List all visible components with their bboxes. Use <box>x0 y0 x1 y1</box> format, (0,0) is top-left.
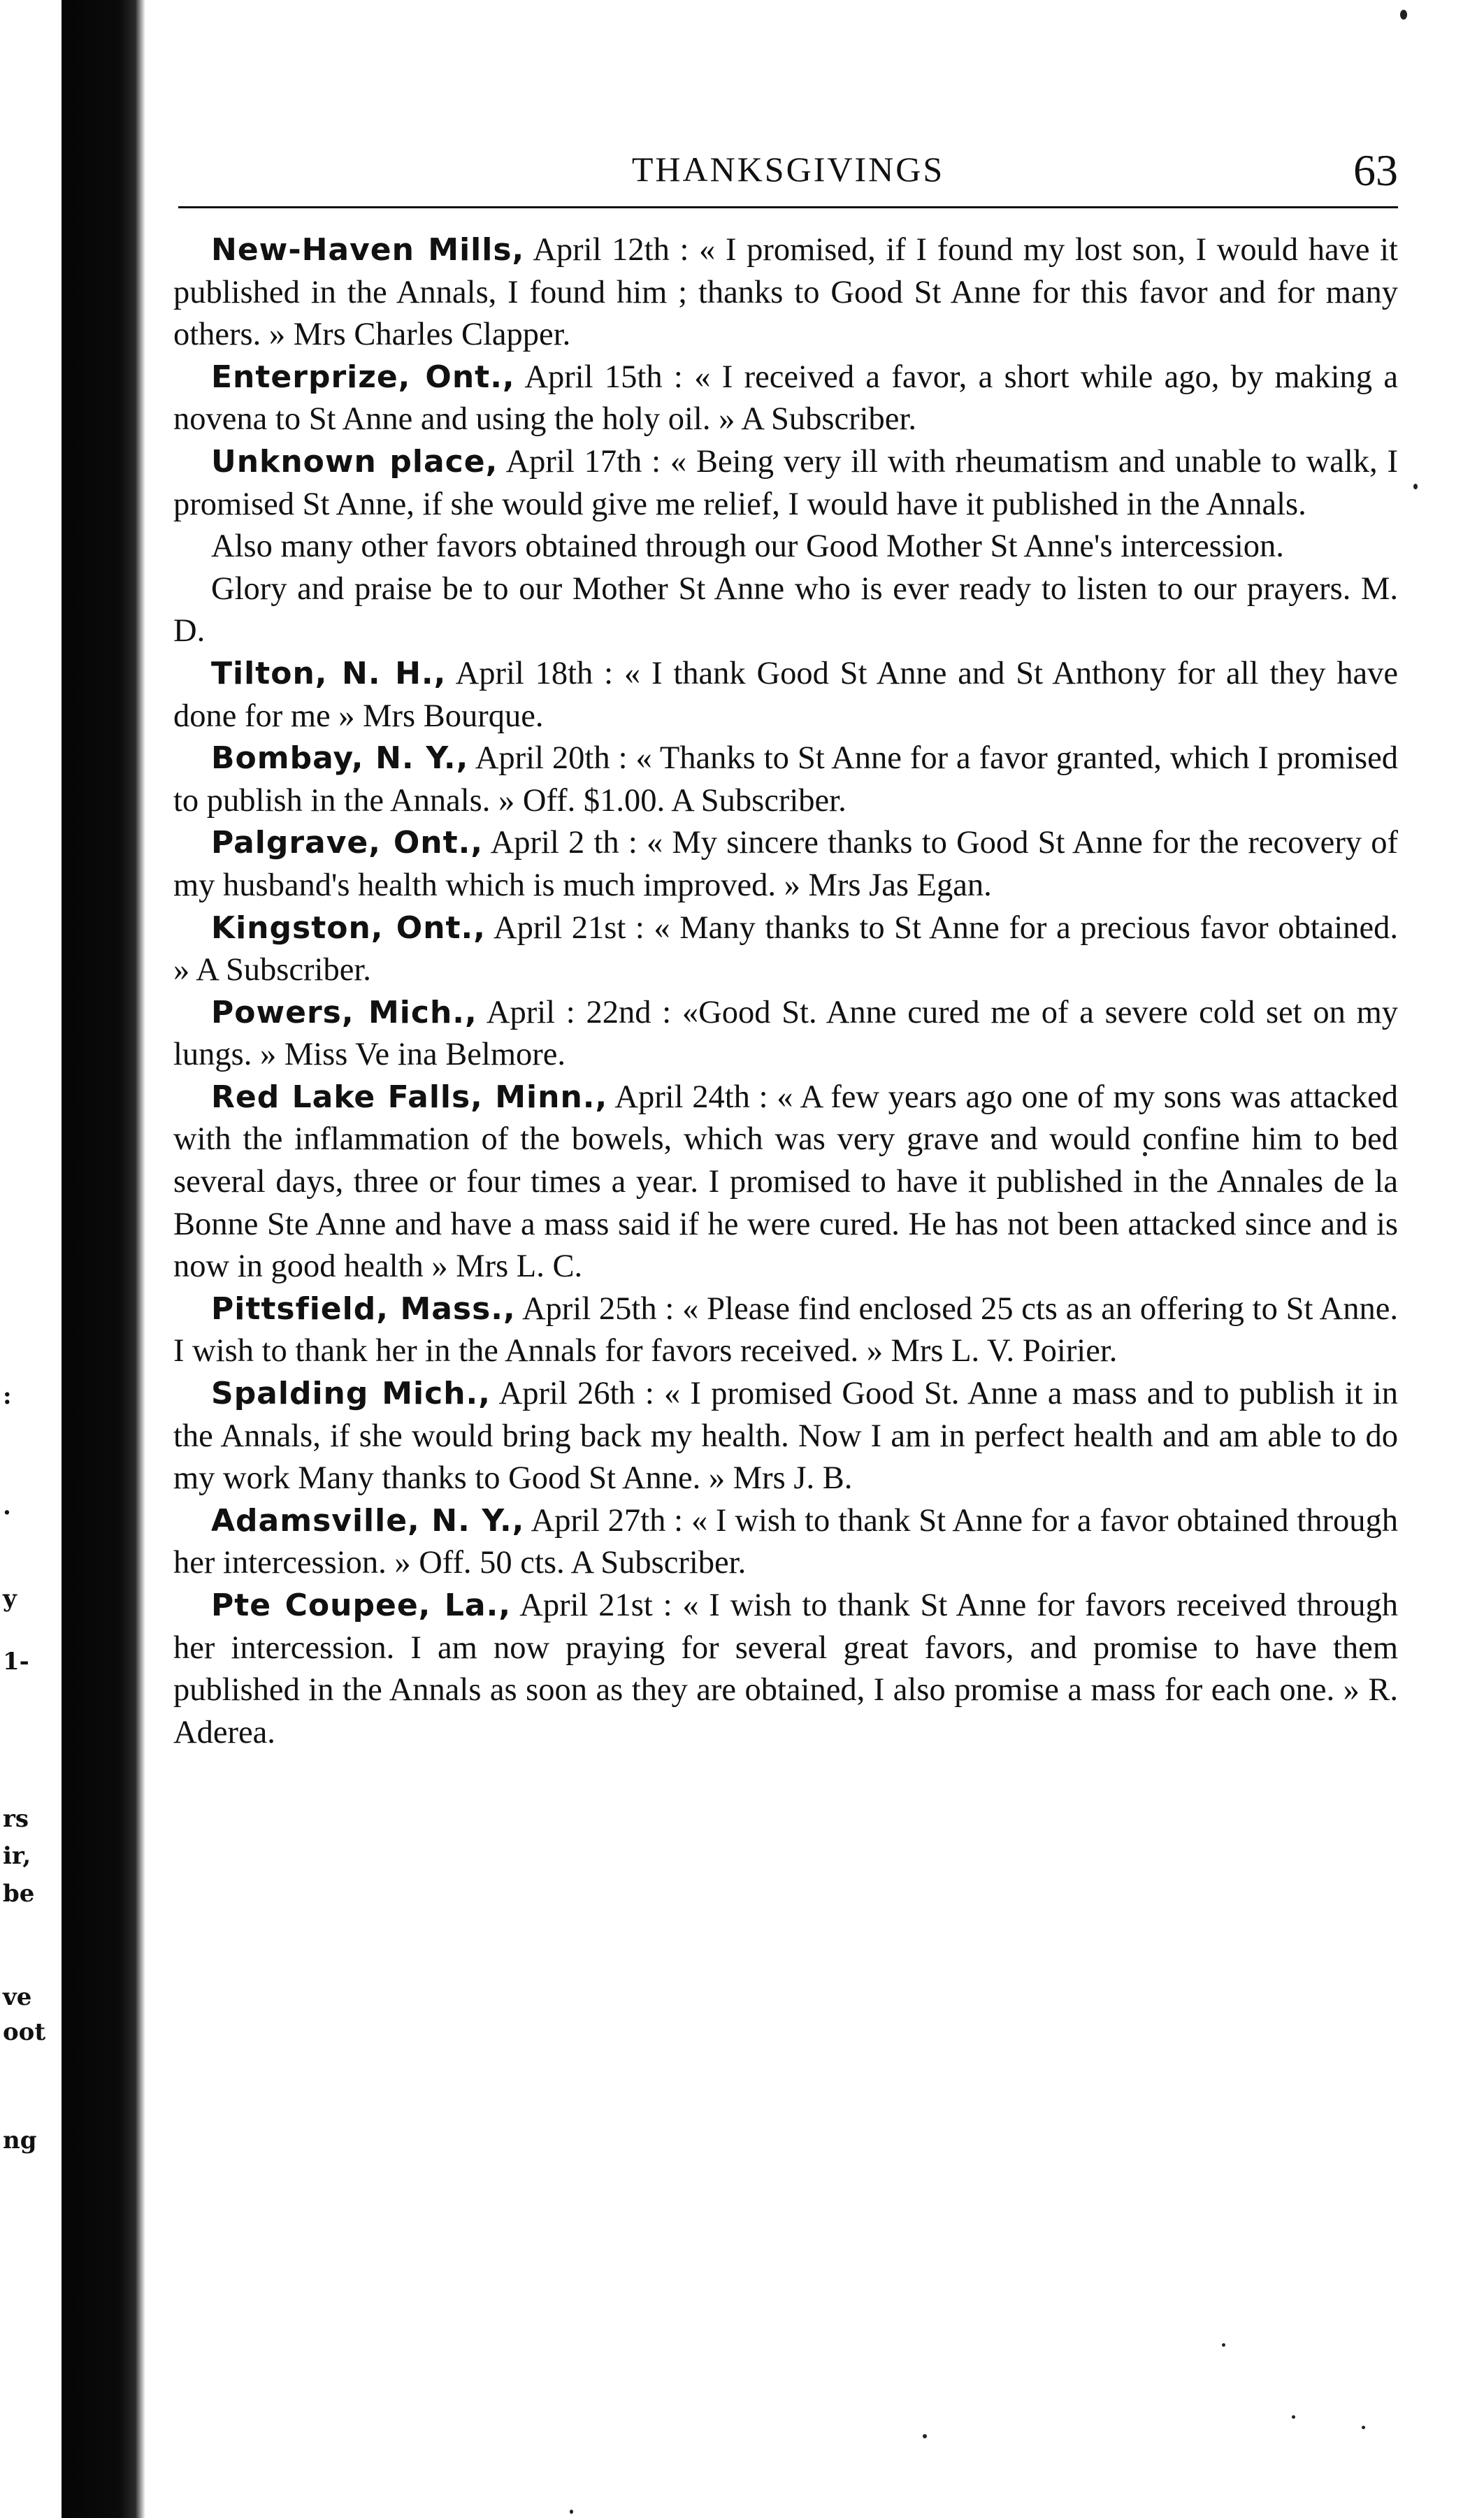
entry-text: April 2 th : « My sincere thanks to Good St Anne for the recovery of my husband's health which is much improved. » Mrs Jas Egan. <box>173 825 1398 903</box>
entry-place: Unknown place, <box>211 443 498 480</box>
ink-speck <box>1292 2415 1295 2419</box>
entry-spalding <box>173 1373 1398 1500</box>
entry-other-favors <box>173 526 1398 568</box>
entry-palgrave <box>173 822 1398 907</box>
ink-speck <box>570 2510 573 2514</box>
entry-place: Kingston, Ont., <box>211 909 486 946</box>
entry-text: April 18th : « I thank Good St Anne and St Anthony for all they have done for me » Mrs Bourque. <box>173 655 1398 734</box>
entry-place: Palgrave, Ont., <box>211 825 484 861</box>
entry-red-lake-falls <box>173 1077 1398 1288</box>
entry-place: Bombay, N. Y., <box>211 740 469 777</box>
ink-speck <box>1222 2343 1225 2347</box>
entry-enterprize <box>173 357 1398 441</box>
entry-place: Powers, Mich., <box>211 994 477 1030</box>
margin-fragment: . <box>3 1492 11 1520</box>
margin-fragment: ve <box>3 1983 32 2011</box>
entry-text: April 15th : « I received a favor, a short while ago, by making a novena to St Anne and using the holy oil. » A Subscriber. <box>173 359 1398 438</box>
margin-fragment: ir, <box>3 1842 31 1870</box>
ink-speck <box>1413 484 1418 489</box>
margin-fragment: ng <box>3 2127 37 2154</box>
entry-place: New-Haven Mills, <box>211 232 525 268</box>
entry-new-haven-mills <box>173 229 1398 357</box>
entry-place: Spalding Mich., <box>211 1376 491 1412</box>
thanksgivings-text <box>173 229 1398 1754</box>
entry-bombay <box>173 738 1398 822</box>
entry-tilton <box>173 653 1398 738</box>
entry-place: Pittsfield, Mass., <box>211 1290 516 1327</box>
entry-text: April 21st : « Many thanks to St Anne for a precious favor obtained. » A Subscriber. <box>173 909 1398 988</box>
entry-pittsfield <box>173 1288 1398 1373</box>
entry-text: April 17th : « Being very ill with rheumatism and unable to walk, I promised St Anne, if she would give me relief, I would have it published in the Annals. <box>173 443 1398 522</box>
ink-speck <box>1362 2426 1365 2429</box>
entry-pte-coupee <box>173 1585 1398 1754</box>
entry-text: Also many other favors obtained through our Good Mother St Anne's intercession. <box>211 528 1284 565</box>
entry-adamsville <box>173 1500 1398 1585</box>
book-binding-shadow <box>62 0 145 2518</box>
entry-place: Enterprize, Ont., <box>211 359 515 395</box>
ink-speck <box>923 2434 927 2438</box>
entry-powers <box>173 992 1398 1077</box>
ink-speck <box>1400 10 1407 20</box>
page-number: 63 <box>1353 145 1398 195</box>
margin-fragment: 1- <box>3 1648 29 1676</box>
margin-fragment: : <box>3 1382 12 1410</box>
running-head: THANKSGIVINGS <box>631 150 945 189</box>
entry-text: April 21st : « I wish to thank St Anne for favors received through her intercession. I am now praying for several great favors, and promise to have them published in the Annals as soon as they are obtained, I also promise a mass for each one. » R. Aderea. <box>173 1588 1399 1750</box>
entry-text: April 24th : « A few years ago one of my sons was attacked with the inflammation of the bowels, which was very grave and would confine him to bed several days, three or four times a year. I promised to have it published in the Annales de la Bonne Ste Anne and have a mass said if he were cured. He has not been attacked since and is now in good health » Mrs L. C. <box>173 1079 1398 1285</box>
page-header <box>178 143 1398 208</box>
entry-kingston <box>173 907 1398 992</box>
margin-fragment: oot <box>3 2018 46 2046</box>
entry-unknown-place <box>173 441 1398 526</box>
entry-text: April 25th : « Please find enclosed 25 cts as an offering to St Anne. I wish to thank her in the Annals for favors received. » Mrs L. V. Poirier. <box>173 1290 1398 1369</box>
entry-place: Pte Coupee, La., <box>211 1588 512 1623</box>
entry-text: April : 22nd : «Good St. Anne cured me of a severe cold set on my lungs. » Miss Ve ina Belmore. <box>173 994 1399 1073</box>
entry-text: April 12th : « I promised, if I found my lost son, I would have it published in the Annals, I found him ; thanks to Good St Anne for this favor and for many others. » Mrs Charles Clapper. <box>173 232 1398 353</box>
entry-place: Tilton, N. H., <box>211 655 447 691</box>
entry-glory-and-praise <box>173 568 1398 653</box>
margin-fragment: rs <box>3 1805 29 1833</box>
margin-fragment: y <box>3 1585 17 1613</box>
entry-place: Adamsville, N. Y., <box>211 1502 525 1539</box>
entry-text: April 20th : « Thanks to St Anne for a favor granted, which I promised to publish in the Annals. » Off. $1.00. A Subscriber. <box>173 740 1398 819</box>
entry-place: Red Lake Falls, Minn., <box>211 1079 608 1115</box>
margin-fragment: be <box>3 1880 35 1908</box>
entry-text: Glory and praise be to our Mother St Anne who is ever ready to listen to our prayers. M. D. <box>173 570 1398 649</box>
entry-text: April 27th : « I wish to thank St Anne for a favor obtained through her intercession. » Off. 50 cts. A Subscriber. <box>173 1502 1398 1581</box>
entry-text: April 26th : « I promised Good St. Anne a mass and to publish it in the Annals, if she would bring back my health. Now I am in perfect health and am able to do my work Many thanks to Good St Anne. » Mrs J. B. <box>173 1376 1398 1497</box>
